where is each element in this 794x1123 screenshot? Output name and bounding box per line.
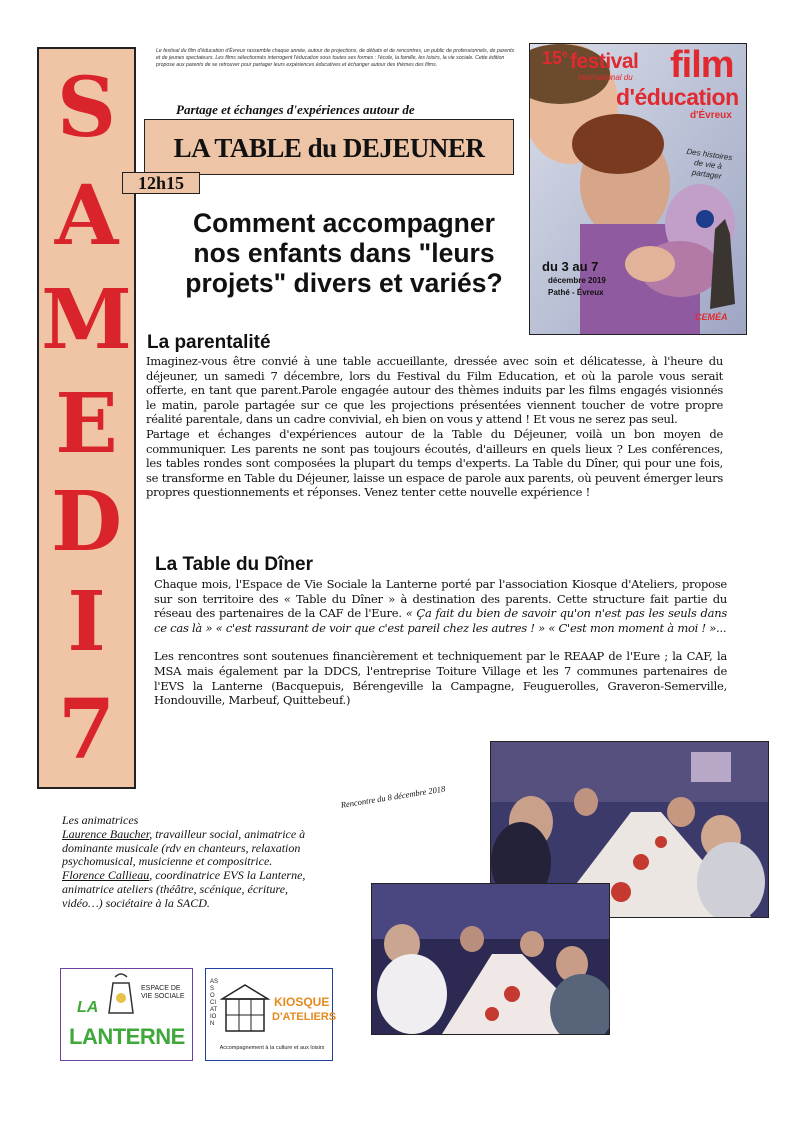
section-title-table-du-diner: La Table du Dîner xyxy=(155,554,314,575)
animatrices-heading: Les animatrices xyxy=(62,813,139,827)
poster-edition-sup: e xyxy=(562,49,568,60)
banner-letter: A xyxy=(54,168,119,264)
time-badge: 12h15 xyxy=(122,172,200,194)
lantern-icon xyxy=(101,973,141,1023)
banner-letter: S xyxy=(56,60,117,156)
banner-letter: 7 xyxy=(57,682,116,778)
section1-paragraph: Imaginez-vous être convié à une table accueillante, dressée avec soin et délicatesse, à l'heure du déjeuner, un samedi 7 décembre, lors du Festival du Film Education, et où la parole vous serait offerte, en tant que parent.Parole engagée autour des thèmes induits par les films engagés visionnés le matin, parole partagée sur ce que les projections présentées viennent toucher de votre propre réalité parentale, dans un cadre convivial, eh bien on vous y attend ! Et vous ne serez pas seul. xyxy=(146,354,723,427)
animatrice-name: Florence Callieau xyxy=(62,868,150,883)
page-title: LA TABLE du DEJEUNER xyxy=(173,133,485,163)
section2-paragraph: Les rencontres sont soutenues financièrement et techniquement par le REAAP de l'Eure ; la CAF, la MSA mais également par la DDCS, l'entreprise Toiture Village et les 7 communes partenaires de l'EVS la Lanterne (Bacquepuis, Bérengeville la Campagne, Feuguerolles, Graveron-Semerville, Hondouville, Marbeuf, Quittebeuf.) xyxy=(154,649,727,708)
poster-edition xyxy=(542,48,568,69)
poster-word-festival: festival xyxy=(570,50,639,73)
intro-small-text: Le festival du film d'éducation d'Évreux rassemble chaque année, autour de projections, de débats et de rencontres, un public de professionnels, de parents et de jeunes spectateurs. Les films sélectionnés interrogent l'éducation sous toutes ses formes : l'école, la famille, les loisirs, la vie sociale. Cette édition propose aux parents de se retrouver pour partager leurs expériences éducatives et échanger autour des thèmes des films. xyxy=(156,48,515,68)
lanterne-word-la: LA xyxy=(77,999,99,1016)
banner-letter: D xyxy=(50,474,123,570)
animatrice-name: Laurence Baucher xyxy=(62,826,150,841)
poster-venue: Pathé - Évreux xyxy=(548,288,604,297)
event-photo-image xyxy=(372,884,609,1034)
banner-letter: I xyxy=(67,574,106,670)
poster-edition-number: 15 xyxy=(542,48,563,68)
poster-tagline: Des histoires de vie à partager xyxy=(685,146,733,181)
animatrice-desc: , coordinatrice EVS la Lanterne, animatrice ateliers (théâtre, scénique, écriture, vidéo…) sociétaire à la SACD. xyxy=(62,868,306,910)
event-photo xyxy=(371,883,610,1035)
kiosque-footer: Accompagnement à la culture et aux loisirs xyxy=(219,1045,325,1051)
section2-paragraph xyxy=(154,577,727,635)
kiosk-icon xyxy=(220,983,270,1035)
animatrice-desc: , travailleur social, animatrice à dominante musicale (rdv en chanteurs, relaxation psychomusical, musicienne et compositrice. xyxy=(62,826,306,869)
animatrice-entry xyxy=(62,828,312,869)
section2-text: Chaque mois, l'Espace de Vie Sociale la Lanterne porté par l'association Kiosque d'Ateliers, propose sur son territoire des « Table du Dîner » à destination des parents. Cette structure fait partie du réseau des partenaires de la CAF de l'Eure. xyxy=(154,577,727,621)
poster-month: décembre 2019 xyxy=(548,276,606,285)
day-banner xyxy=(37,47,136,789)
poster-word-city: d'Évreux xyxy=(690,110,732,121)
title-box xyxy=(144,119,514,175)
poster-word-international: international du xyxy=(578,73,633,82)
banner-letter: M xyxy=(41,272,132,368)
lanterne-subtitle: ESPACE DE VIE SOCIALE xyxy=(141,985,185,1000)
lanterne-word-lanterne: LANTERNE xyxy=(69,1024,185,1049)
poster-word-education: d'éducation xyxy=(616,84,739,110)
testimonial-quote: « Ça fait du bien de savoir qu'on n'est pas les seuls dans ce cas là » « c'est rassurant de voir que c'est pareil chez les autres ! » « C'est mon moment à moi ! »... xyxy=(154,606,727,635)
animatrice-entry xyxy=(62,869,312,910)
section2-body xyxy=(154,577,727,708)
poster-dates: du 3 au 7 xyxy=(542,259,599,274)
section-title-parentalite: La parentalité xyxy=(147,332,271,353)
headline: Comment accompagner nos enfants dans "leurs projets" divers et variés? xyxy=(185,208,503,298)
poster-word-film: film xyxy=(670,44,734,86)
kiosque-word-2: D'ATELIERS xyxy=(272,1011,337,1023)
title-subtitle: Partage et échanges d'expériences autour de xyxy=(176,102,415,117)
festival-poster xyxy=(529,43,747,335)
section1-body xyxy=(146,354,723,500)
lanterne-logo xyxy=(60,968,193,1061)
banner-letter: E xyxy=(55,376,118,472)
poster-brand: CEMÉA xyxy=(695,312,728,322)
kiosque-logo xyxy=(205,968,337,1061)
kiosque-word-1: KIOSQUE xyxy=(274,995,330,1009)
kiosque-side-label: ASSOCIATION xyxy=(210,979,219,1027)
section1-paragraph: Partage et échanges d'expériences autour de la Table du Déjeuner, voilà un bon moyen de communiquer. Les parents ne sont pas toujours écoutés, d'ailleurs en quels lieux ? Les conférences, les tables rondes sont composées la plupart du temps d'experts. La Table du Dîner, qui pour une fois, se transforme en Table du Déjeuner, laisse un espace de parole aux parents, où peuvent émerger leurs propres questionnements et réponses. Venez tenter cette nouvelle expérience ! xyxy=(146,426,723,500)
animatrices-block xyxy=(62,814,312,911)
photo-caption: Rencontre du 8 décembre 2018 xyxy=(340,783,446,810)
